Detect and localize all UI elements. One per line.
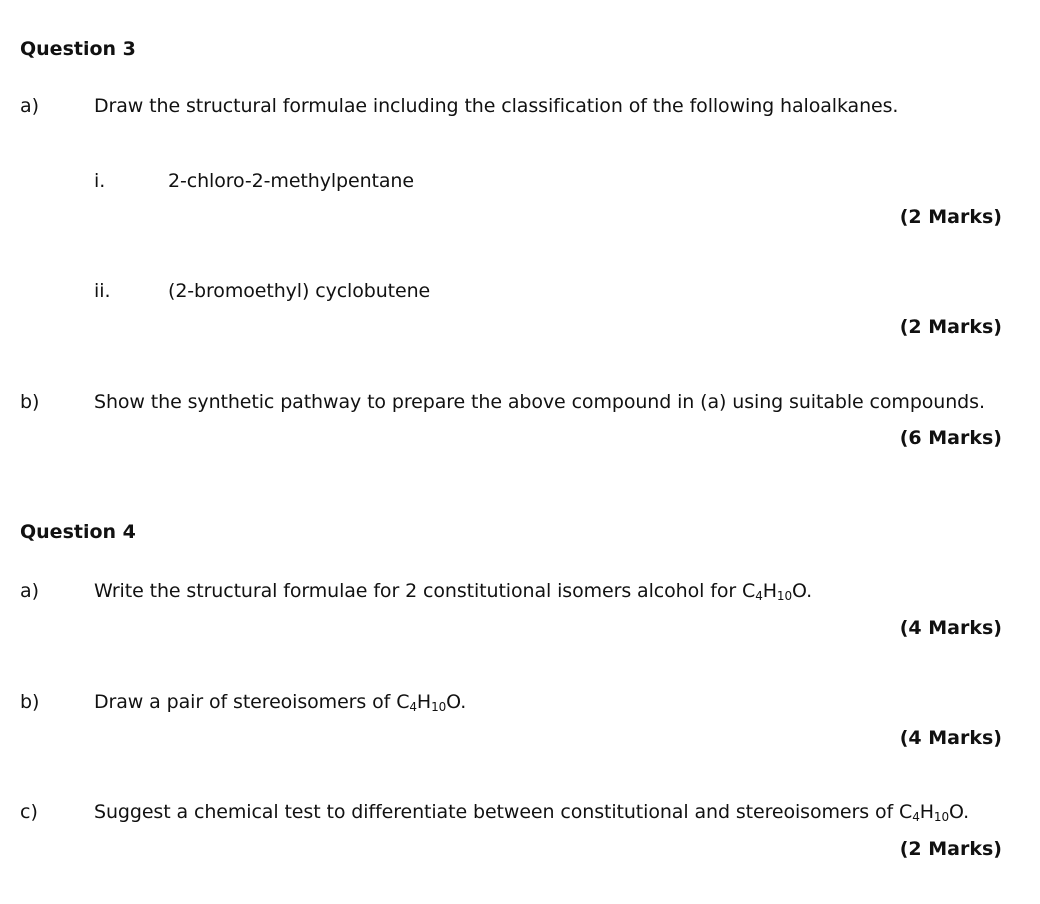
q4-part-c-marks: (2 Marks) — [899, 838, 1002, 860]
q4-part-b-text-before: Draw a pair of stereoisomers of — [94, 691, 397, 713]
q3-a-item-ii-marks: (2 Marks) — [899, 316, 1002, 338]
q4-part-c-text-after: . — [963, 801, 970, 823]
formula-hydrogen-count: 10 — [431, 700, 447, 714]
formula-carbon-count: 4 — [755, 589, 763, 603]
formula-hydrogen: H — [919, 801, 934, 823]
q4-part-b-text — [94, 693, 466, 712]
q3-part-a-text: Draw the structural formulae including the classification of the following haloalkanes. — [94, 95, 899, 117]
q4-part-a-text-after: . — [806, 580, 813, 602]
formula-oxygen: O — [949, 801, 964, 823]
molecular-formula — [396, 691, 460, 713]
q3-a-item-i-marks: (2 Marks) — [899, 206, 1002, 228]
q3-part-b-label: b) — [20, 391, 40, 413]
formula-oxygen: O — [792, 580, 807, 602]
q4-part-b-label: b) — [20, 691, 40, 713]
question-4-heading: Question 4 — [20, 521, 136, 543]
q4-part-a-text-before: Write the structural formulae for 2 constitutional isomers alcohol for — [94, 580, 743, 602]
q4-part-b-marks: (4 Marks) — [899, 727, 1002, 749]
molecular-formula — [899, 801, 963, 823]
formula-carbon: C — [396, 691, 410, 713]
q3-part-b-marks: (6 Marks) — [899, 427, 1002, 449]
q4-part-c-text-before: Suggest a chemical test to differentiate between constitutional and stereoisomers of — [94, 801, 900, 823]
q3-a-item-ii-label: ii. — [94, 280, 111, 302]
q4-part-a-marks: (4 Marks) — [899, 617, 1002, 639]
molecular-formula — [742, 580, 806, 602]
formula-carbon-count: 4 — [912, 810, 920, 824]
formula-hydrogen-count: 10 — [776, 589, 792, 603]
formula-hydrogen-count: 10 — [933, 810, 949, 824]
q4-part-a-label: a) — [20, 580, 40, 602]
q4-part-a-text — [94, 582, 812, 601]
formula-carbon: C — [899, 801, 913, 823]
q3-a-item-ii-text: (2-bromoethyl) cyclobutene — [168, 280, 431, 302]
q4-part-c-text — [94, 803, 969, 822]
question-3-heading: Question 3 — [20, 38, 136, 60]
formula-carbon: C — [742, 580, 756, 602]
q3-part-a-label: a) — [20, 95, 40, 117]
formula-hydrogen: H — [762, 580, 777, 602]
formula-carbon-count: 4 — [409, 700, 417, 714]
formula-oxygen: O — [446, 691, 461, 713]
q3-part-b-text: Show the synthetic pathway to prepare the above compound in (a) using suitable compounds. — [94, 391, 985, 413]
q4-part-c-label: c) — [20, 801, 38, 823]
formula-hydrogen: H — [416, 691, 432, 713]
q3-a-item-i-text: 2-chloro-2-methylpentane — [168, 170, 414, 192]
q4-part-b-text-after: . — [460, 691, 467, 713]
q3-a-item-i-label: i. — [94, 170, 106, 192]
